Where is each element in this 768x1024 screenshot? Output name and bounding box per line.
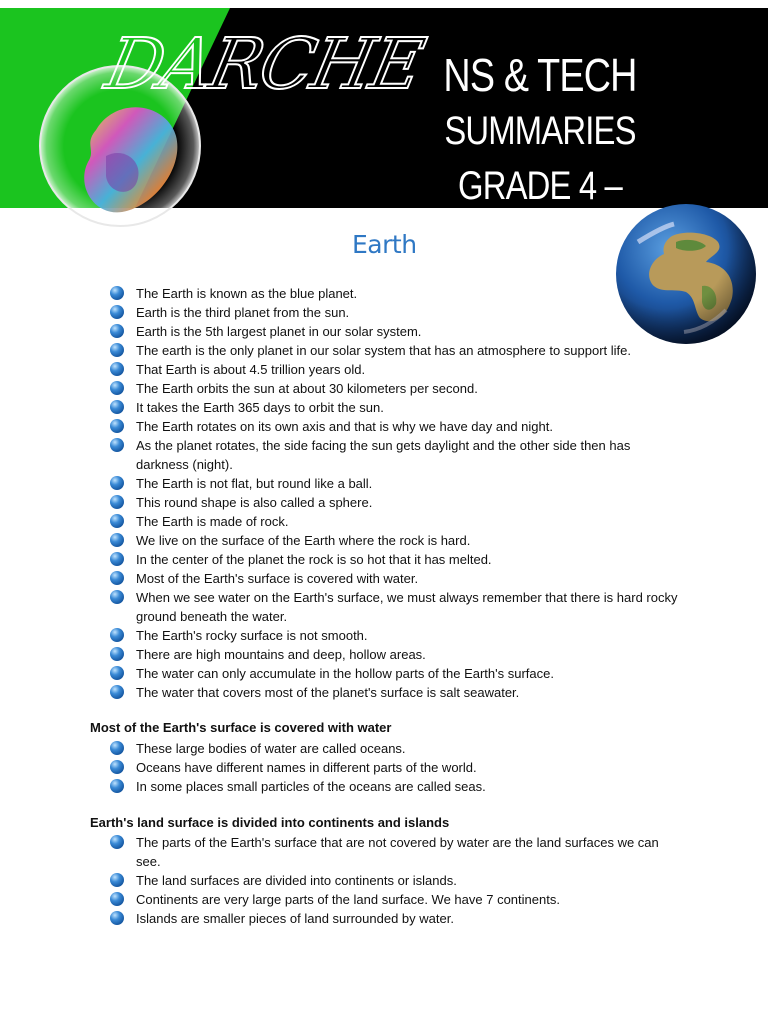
bullet-icon — [110, 286, 124, 300]
list-item-text: These large bodies of water are called oceans. — [136, 741, 406, 756]
bullet-icon — [110, 495, 124, 509]
bullet-icon — [110, 305, 124, 319]
list-item — [110, 360, 680, 379]
list-item-text: The water that covers most of the planet's surface is salt seawater. — [136, 685, 520, 700]
list-item — [110, 569, 680, 588]
bullet-icon — [110, 343, 124, 357]
list-item — [110, 645, 680, 664]
banner-title-line3: GRADE 4 – TERM 4 — [458, 164, 622, 264]
bullet-icon — [110, 571, 124, 585]
water-list — [110, 739, 680, 796]
page-title: Earth — [352, 230, 417, 259]
bullet-icon — [110, 362, 124, 376]
brand-logo: DARCHE — [99, 23, 430, 105]
list-item-text: Most of the Earth's surface is covered with water. — [136, 571, 419, 586]
bullet-icon — [110, 590, 124, 604]
list-item-text: In some places small particles of the oceans are called seas. — [136, 779, 486, 794]
bullet-icon — [110, 400, 124, 414]
list-item-text: The water can only accumulate in the hollow parts of the Earth's surface. — [136, 666, 554, 681]
list-item-text: We live on the surface of the Earth where the rock is hard. — [136, 533, 471, 548]
bullet-icon — [110, 873, 124, 887]
list-item — [110, 303, 680, 322]
bullet-icon — [110, 514, 124, 528]
bullet-icon — [110, 835, 124, 849]
list-item-text: This round shape is also called a sphere. — [136, 495, 373, 510]
bullet-icon — [110, 911, 124, 925]
list-item — [110, 398, 680, 417]
bullet-icon — [110, 647, 124, 661]
list-item-text: When we see water on the Earth's surface, we must always remember that there is hard rocky ground beneath the water. — [136, 590, 678, 624]
list-item-text: Earth is the 5th largest planet in our solar system. — [136, 324, 422, 339]
list-item-text: In the center of the planet the rock is so hot that it has melted. — [136, 552, 492, 567]
list-item-text: The Earth rotates on its own axis and that is why we have day and night. — [136, 419, 553, 434]
bullet-icon — [110, 760, 124, 774]
list-item-text: The Earth is known as the blue planet. — [136, 286, 358, 301]
bullet-icon — [110, 381, 124, 395]
list-item — [110, 758, 680, 777]
list-item — [110, 739, 680, 758]
list-item — [110, 284, 680, 303]
list-item-text: The Earth is not flat, but round like a ball. — [136, 476, 373, 491]
bullet-icon — [110, 685, 124, 699]
bullet-icon — [110, 666, 124, 680]
list-item — [110, 664, 680, 683]
list-item-text: The Earth's rocky surface is not smooth. — [136, 628, 368, 643]
bullet-icon — [110, 628, 124, 642]
list-item — [110, 341, 680, 360]
bullet-icon — [110, 552, 124, 566]
list-item — [110, 909, 680, 928]
bullet-icon — [110, 476, 124, 490]
list-item-text: As the planet rotates, the side facing the sun gets daylight and the other side then has darkness (night). — [136, 438, 631, 472]
land-list — [110, 833, 680, 928]
bullet-icon — [110, 533, 124, 547]
list-item — [110, 833, 680, 871]
list-item-text: The parts of the Earth's surface that are not covered by water are the land surfaces we can see. — [136, 835, 659, 869]
list-item — [110, 683, 680, 702]
bullet-icon — [110, 324, 124, 338]
list-item — [110, 436, 680, 474]
list-item — [110, 531, 680, 550]
list-item — [110, 474, 680, 493]
banner-title-line1: NS & TECH — [443, 49, 637, 101]
list-item — [110, 493, 680, 512]
facts-list — [110, 284, 680, 702]
bullet-icon — [110, 779, 124, 793]
list-item — [110, 512, 680, 531]
list-item — [110, 379, 680, 398]
list-item — [110, 550, 680, 569]
list-item-text: The Earth is made of rock. — [136, 514, 289, 529]
list-item-text: The Earth orbits the sun at about 30 kilometers per second. — [136, 381, 478, 396]
list-item — [110, 871, 680, 890]
bullet-icon — [110, 438, 124, 452]
list-item-text: It takes the Earth 365 days to orbit the sun. — [136, 400, 384, 415]
list-item — [110, 417, 680, 436]
list-item — [110, 890, 680, 909]
list-item — [110, 322, 680, 341]
list-item-text: That Earth is about 4.5 trillion years old. — [136, 362, 366, 377]
list-item — [110, 626, 680, 645]
list-item-text: Continents are very large parts of the land surface. We have 7 continents. — [136, 892, 560, 907]
list-item-text: There are high mountains and deep, hollow areas. — [136, 647, 426, 662]
section-heading-water: Most of the Earth's surface is covered with water — [90, 720, 392, 735]
list-item-text: The earth is the only planet in our solar system that has an atmosphere to support life. — [136, 343, 631, 358]
list-item — [110, 777, 680, 796]
section-heading-land: Earth's land surface is divided into continents and islands — [90, 815, 450, 830]
bullet-icon — [110, 892, 124, 906]
list-item-text: Islands are smaller pieces of land surrounded by water. — [136, 911, 454, 926]
list-item-text: Earth is the third planet from the sun. — [136, 305, 350, 320]
list-item-text: Oceans have different names in different parts of the world. — [136, 760, 477, 775]
list-item — [110, 588, 680, 626]
banner-title-line2: SUMMARIES — [444, 109, 636, 153]
bullet-icon — [110, 419, 124, 433]
list-item-text: The land surfaces are divided into continents or islands. — [136, 873, 457, 888]
bullet-icon — [110, 741, 124, 755]
